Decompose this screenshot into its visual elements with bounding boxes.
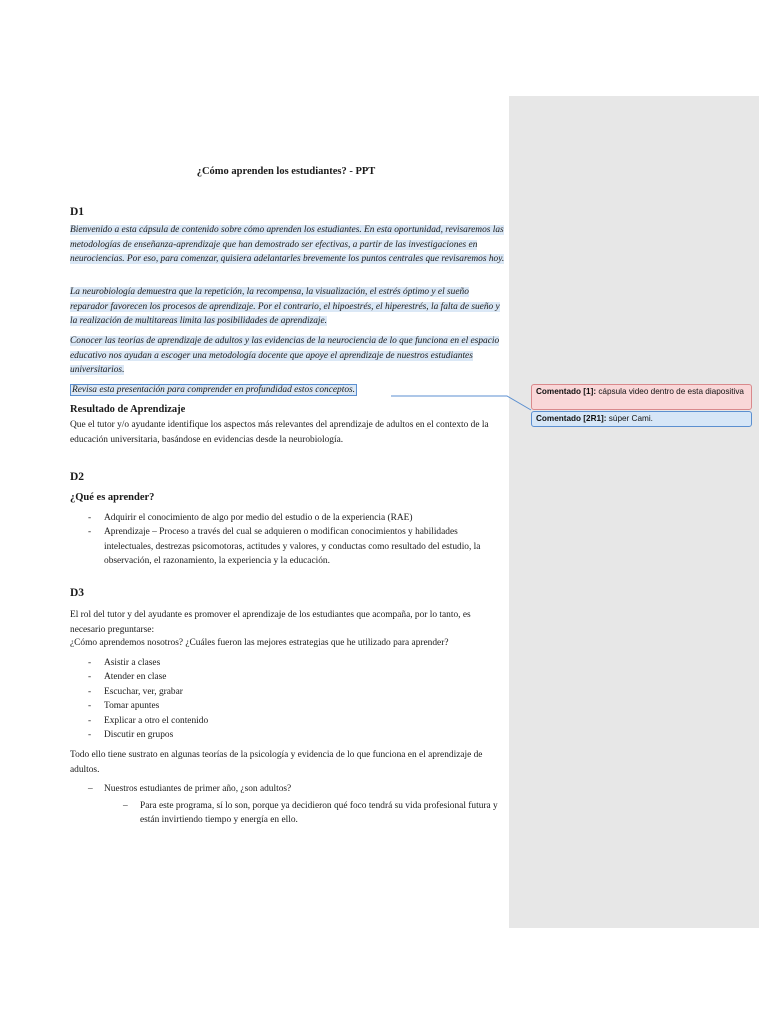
d1-paragraph-3[interactable] (70, 334, 506, 378)
list-item: - Discutir en grupos (88, 730, 174, 741)
comment-2[interactable] (531, 411, 752, 427)
list-item: - Explicar a otro el contenido (88, 715, 209, 726)
list-item: - Adquirir el conocimiento de algo por medio del estudio o de la experiencia (RAE) (88, 513, 413, 523)
heading-d3: D3 (70, 587, 85, 599)
learning-result-heading: Resultado de Aprendizaje (70, 404, 186, 415)
highlighted-text: Bienvenido a esta cápsula de contenido sobre cómo aprenden los estudiantes. En esta oportunidad, revisaremos las metodologías de enseñanza-aprendizaje que han demostrado ser efectivas, a partir de las investigaciones en neurociencias. Por eso, para comenzar, quisiera adelantarles brevemente los puntos centrales que revisaremos hoy. (70, 225, 505, 265)
comment-text: cápsula video dentro de esta diapositiva (596, 387, 744, 396)
list-item: – Nuestros estudiantes de primer año, ¿son adultos? (88, 784, 292, 794)
heading-d1: D1 (70, 206, 85, 218)
list-item: - Atender en clase (88, 672, 167, 683)
d3-paragraph-3: Todo ello tiene sustrato en algunas teorías de la psicología y evidencia de lo que funciona en el aprendizaje de adultos. (70, 750, 483, 775)
comment-author: Comentado [2R1]: (536, 414, 607, 423)
d1-paragraph-4[interactable] (70, 383, 506, 398)
d3-list (88, 656, 508, 742)
highlighted-text: La neurobiología demuestra que la repetición, la recompensa, la visualización, el estrés óptimo y el sueño reparador favorecen los procesos de aprendizaje. Por el contrario, el hipoestrés, el hiperestrés, la falta de sueño y la realización de multitareas limita las posibilidades de aprendizaje. (70, 287, 500, 327)
d2-list (88, 511, 508, 569)
list-item: - Tomar apuntes (88, 701, 160, 712)
d1-paragraph-2[interactable] (70, 285, 506, 329)
comment-pane (509, 96, 759, 928)
d3-paragraph-2: ¿Cómo aprendemos nosotros? ¿Cuáles fueron las mejores estrategias que he utilizado para aprender? (70, 638, 449, 648)
learning-result-text: Que el tutor y/o ayudante identifique los aspectos más relevantes del aprendizaje de adultos en el contexto de la educación universitaria, basándose en evidencias desde la neurobiología. (70, 420, 489, 445)
comment-text: súper Cami. (606, 414, 653, 423)
d3-paragraph-1: El rol del tutor y del ayudante es promover el aprendizaje de los estudiantes que acompaña, por lo tanto, es necesario preguntarse: (70, 610, 471, 635)
list-item: – Para este programa, sí lo son, porque ya decidieron qué foco tendrá su vida profesional futura y están invirtiendo tiempo y energía en ello. (123, 801, 498, 826)
d1-paragraph-1[interactable] (70, 223, 506, 267)
commented-text-selection[interactable]: Revisa esta presentación para comprender en profundidad estos conceptos. (72, 385, 356, 395)
d3-sublist (88, 782, 508, 796)
comment-1[interactable] (531, 384, 752, 410)
d3-subsublist (123, 799, 503, 828)
d2-subheading: ¿Qué es aprender? (70, 492, 155, 503)
list-item: - Aprendizaje – Proceso a través del cual se adquieren o modifican conocimientos y habilidades intelectuales, destrezas psicomotoras, actitudes y valores, y conductas como resultado del estudio, la observación, el razonamiento, la experiencia y la educación. (88, 527, 481, 567)
highlighted-text: Conocer las teorías de aprendizaje de adultos y las evidencias de la neurociencia de lo que funciona en el espacio educativo nos ayudan a escoger una metodología docente que apoye el aprendizaje de nuestros estudiantes universitarios. (70, 336, 500, 376)
heading-d2: D2 (70, 471, 85, 483)
list-item: - Asistir a clases (88, 658, 161, 668)
comment-author: Comentado [1]: (536, 387, 597, 396)
list-item: - Escuchar, ver, grabar (88, 686, 183, 697)
document-title: ¿Cómo aprenden los estudiantes? - PPT (196, 166, 376, 177)
